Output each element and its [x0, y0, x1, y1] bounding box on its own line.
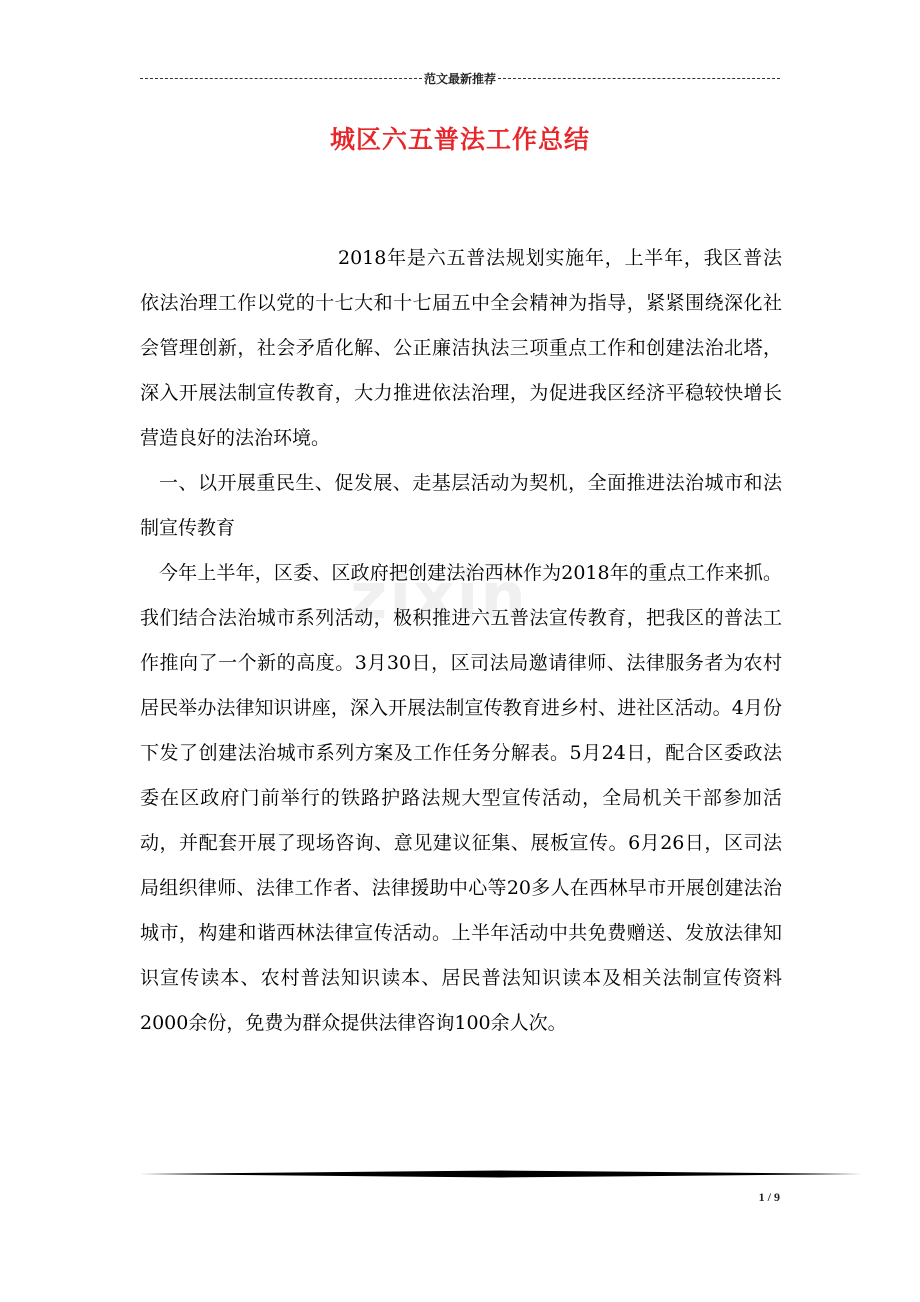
paragraph-intro: 2018年是六五普法规划实施年，上半年，我区普法依法治理工作以党的十七大和十七届五中全会精神为指导，紧紧围绕深化社会管理创新，社会矛盾化解、公正廉洁执法三项重点工作和创建法治北塔，深入开展法制宣传教育，大力推进依法治理，为促进我区经济平稳较快增长营造良好的法治环境。 [140, 247, 782, 449]
header-dash-right [498, 78, 780, 79]
header-label: 范文最新推荐 [424, 71, 497, 86]
document-body [140, 236, 782, 1046]
header-dash-left [140, 78, 422, 79]
page-number: 1 / 9 [758, 1190, 780, 1204]
document-title: 城区六五普法工作总结 [329, 125, 590, 154]
footer-rule [140, 1170, 862, 1178]
header-rule [140, 70, 780, 86]
section-heading: 一、以开展重民生、促发展、走基层活动为契机，全面推进法治城市和法制宣传教育 [140, 472, 782, 539]
paragraph-body: 今年上半年，区委、区政府把创建法治西林作为2018年的重点工作来抓。我们结合法治城市系列活动，极积推进六五普法宣传教育，把我区的普法工作推向了一个新的高度。3月30日，区司法局邀请律师、法律服务者为农村居民举办法律知识讲座，深入开展法制宣传教育进乡村、进社区活动。4月份下发了创建法治城市系列方案及工作任务分解表。5月24日，配合区委政法委在区政府门前举行的铁路护路法规大型宣传活动，全局机关干部参加活动，并配套开展了现场咨询、意见建议征集、展板宣传。6月26日，区司法局组织律师、法律工作者、法律援助中心等20多人在西林早市开展创建法治城市，构建和谐西林法律宣传活动。上半年活动中共免费赠送、发放法律知识宣传读本、农村普法知识读本、居民普法知识读本及相关法制宣传资料2000余份，免费为群众提供法律咨询100余人次。 [140, 562, 782, 1034]
watermark: zixin [350, 560, 528, 634]
